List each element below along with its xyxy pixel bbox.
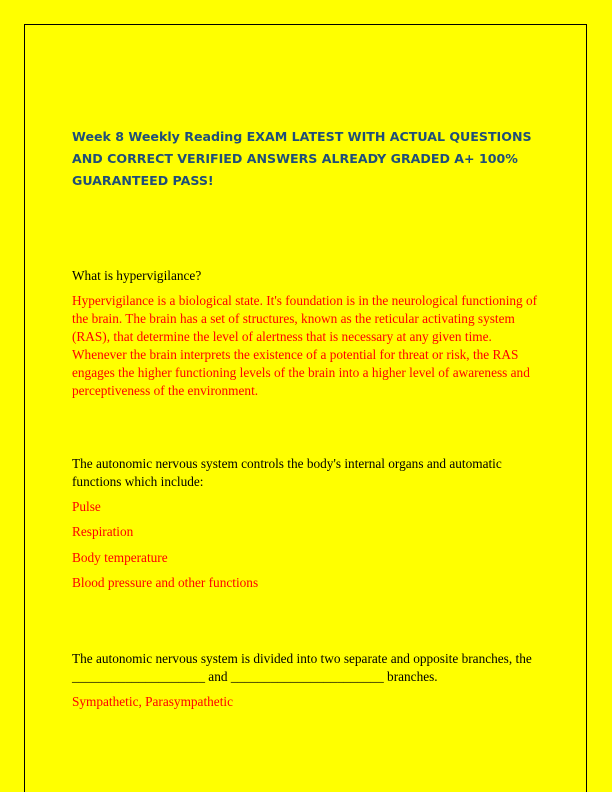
answer-2-item-3: Body temperature	[72, 550, 168, 565]
question-3: The autonomic nervous system is divided into two separate and opposite branches, the ____________________ and _______________________ branches.	[72, 651, 532, 684]
answer-1: Hypervigilance is a biological state. It's foundation is in the neurological functioning of the brain. The brain has a set of structures, known as the reticular activating system (RAS), that determine the level of alertness that is necessary at any given time. Whenever the brain interprets the existence of a potential for threat or risk, the RAS engages the higher functioning levels of the brain into a higher level of awareness and perceptiveness of the environment.	[72, 293, 538, 398]
answer-2-item-2: Respiration	[72, 524, 134, 539]
question-2: The autonomic nervous system controls the body's internal organs and automatic functions which include:	[72, 456, 502, 489]
question-1: What is hypervigilance?	[72, 268, 202, 283]
answer-2-item-1: Pulse	[72, 499, 101, 514]
answer-3: Sympathetic, Parasympathetic	[72, 694, 233, 709]
document-title: Week 8 Weekly Reading EXAM LATEST WITH ACTUAL QUESTIONS AND CORRECT VERIFIED ANSWERS ALREADY GRADED A+ 100% GUARANTEED PASS!	[72, 129, 532, 188]
answer-2-item-4: Blood pressure and other functions	[72, 575, 259, 590]
